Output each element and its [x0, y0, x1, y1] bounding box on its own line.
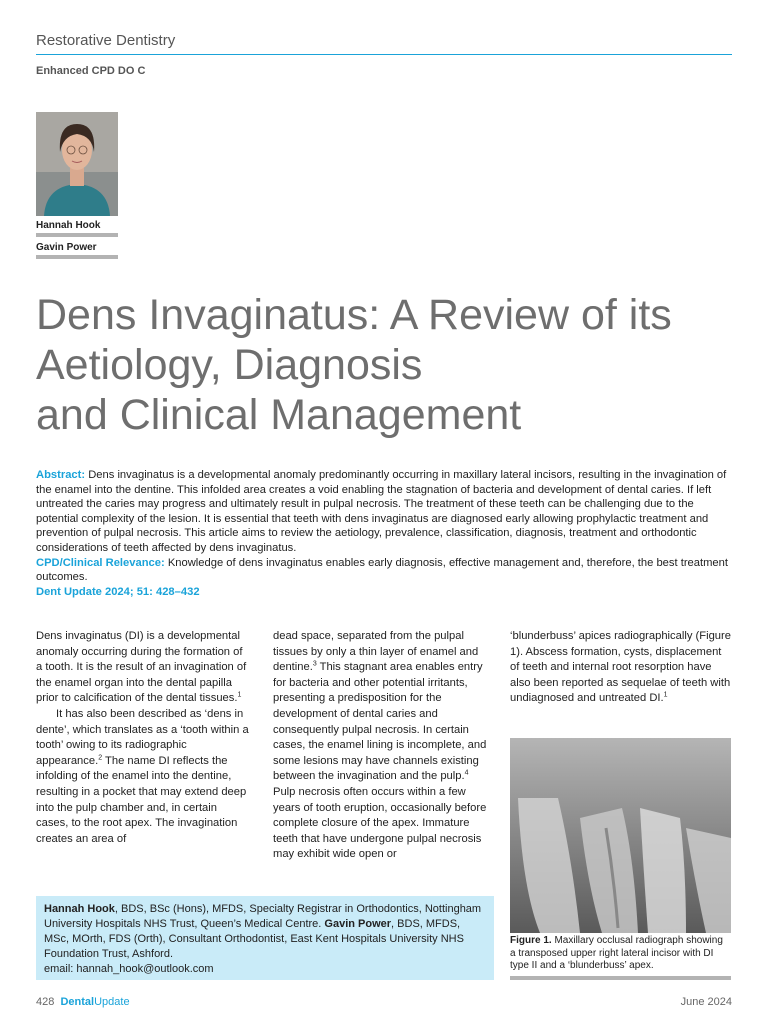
cpd-label: Enhanced CPD DO C: [36, 65, 146, 77]
figure-1-radiograph: [510, 738, 731, 933]
reference-marker: 1: [237, 691, 242, 699]
figure-label: Figure 1.: [510, 935, 552, 946]
affiliation-details-1: , BDS, BSc (Hons), MFDS, Specialty Registrar in Orthodontics, Nottingham University Hospitals NHS Trust, Queen’s Medical Centre.: [44, 903, 482, 930]
affiliation-name-2: Gavin Power: [324, 918, 392, 930]
article-title: [36, 290, 736, 440]
radiograph-image: [510, 738, 731, 933]
issue-date: June 2024: [680, 996, 732, 1008]
body-paragraph-2: [36, 707, 250, 847]
affiliation-text: [44, 902, 486, 962]
title-line-1: Dens Invaginatus: A Review of its: [36, 291, 672, 339]
relevance-label: CPD/Clinical Relevance:: [36, 556, 165, 569]
figure-caption: [510, 935, 731, 973]
journal-brand-update: Update: [94, 996, 130, 1008]
body-paragraph-4: [510, 629, 732, 707]
body-text: ‘blunderbuss’ apices radiographically (Figure 1). Abscess formation, cysts, displacement of teeth and internal root resorption have also been reported as sequelae of teeth with undiagnosed and untreated DI.: [510, 630, 731, 705]
journal-brand-dental: Dental: [60, 996, 95, 1008]
body-paragraph-1: [36, 629, 250, 707]
body-text: dead space, separated from the pulpal tissues by only a thin layer of enamel and dentine.: [273, 630, 479, 674]
reference-marker: 1: [663, 691, 668, 699]
author-bar-1: [36, 233, 118, 237]
reference-marker: 3: [312, 660, 317, 668]
section-label: Restorative Dentistry: [36, 32, 176, 49]
title-line-3: and Clinical Management: [36, 391, 522, 439]
affiliation-name-1: Hannah Hook: [44, 903, 115, 915]
figure-caption-text: Maxillary occlusal radiograph showing a transposed upper right lateral incisor with DI type II and a ‘blunderbuss’ apex.: [510, 935, 723, 972]
body-paragraph-3: [273, 629, 487, 863]
reference-marker: 4: [464, 769, 469, 777]
body-text: It has also been described as ‘dens in dente’, which translates as a ‘tooth within a tooth’ owing to its radiographic appearance.: [36, 707, 249, 767]
abstract-text: Dens invaginatus is a developmental anomaly predominantly occurring in maxillary lateral incisors, resulting in the invagination of the enamel into the dentine. This infolded area creates a void enabling the stagnation of bacteria and development of dental caries. If left untreated the caries may progress and ultimately result in pulpal necrosis. The treatment of these teeth can be challenging due to the potential complexity of the lesion. It is essential that teeth with dens invaginatus are diagnosed early allowing prophylactic treatment and prevention of pulpal necrosis. This article aims to review the aetiology, prevalence, classification, diagnosis, treatment and orthodontic considerations of teeth affected by dens invaginatus.: [36, 469, 727, 554]
body-text: Pulp necrosis often occurs within a few years of tooth eruption, occasionally before complete closure of the apex. Immature teeth that have undergone pulpal necrosis may exhibit wide open or: [273, 785, 487, 861]
affiliation-details-2: , BDS, MFDS, MSc, MOrth, FDS (Orth), Consultant Orthodontist, East Kent Hospitals University NHS Foundation Trust, Ashford.: [44, 918, 464, 960]
relevance-paragraph: [36, 556, 732, 585]
abstract-label: Abstract:: [36, 469, 86, 481]
body-text: Dens invaginatus (DI) is a developmental anomaly occurring during the formation of a tooth. It is the result of an invagination of the enamel organ into the dental papilla prior to calcification of the dental tissues.: [36, 630, 247, 705]
title-line-2: Aetiology, Diagnosis: [36, 341, 423, 389]
citation: Dent Update 2024; 51: 428–432: [36, 585, 200, 598]
body-column-1: [36, 629, 250, 847]
figure-caption-bar: [510, 976, 731, 980]
body-text: The name DI reflects the infolding of the enamel into the dentine, resulting in a pocket that may extend deep into the pulp chamber and, in certain cases, to the root apex. The invagination creates an area of: [36, 754, 247, 845]
footer-left: [36, 996, 130, 1008]
page-number: 428: [36, 996, 55, 1008]
body-text: This stagnant area enables entry for bacteria and other potential irritants, presenting a predisposition for the development of dental caries and consequently pulpal necrosis. In certain cases, the enamel lining is incomplete, and some lesions may have channels existing between the invagination and the pulp.: [273, 661, 487, 783]
body-column-3: [510, 629, 732, 707]
body-column-2: [273, 629, 487, 863]
author-affiliations: [36, 896, 494, 980]
author-bar-2: [36, 255, 118, 259]
author-name-1: Hannah Hook: [36, 220, 101, 231]
relevance-text: Knowledge of dens invaginatus enables early diagnosis, effective management and, therefore, the best treatment outcomes.: [36, 556, 728, 584]
abstract-block: [36, 468, 732, 599]
author-email: email: hannah_hook@outlook.com: [44, 963, 214, 975]
author-photo: [36, 112, 118, 216]
author-portrait-image: [36, 112, 118, 216]
author-name-2: Gavin Power: [36, 242, 97, 253]
reference-marker: 2: [98, 754, 103, 762]
abstract-paragraph: [36, 468, 732, 556]
header-rule: [36, 54, 732, 55]
